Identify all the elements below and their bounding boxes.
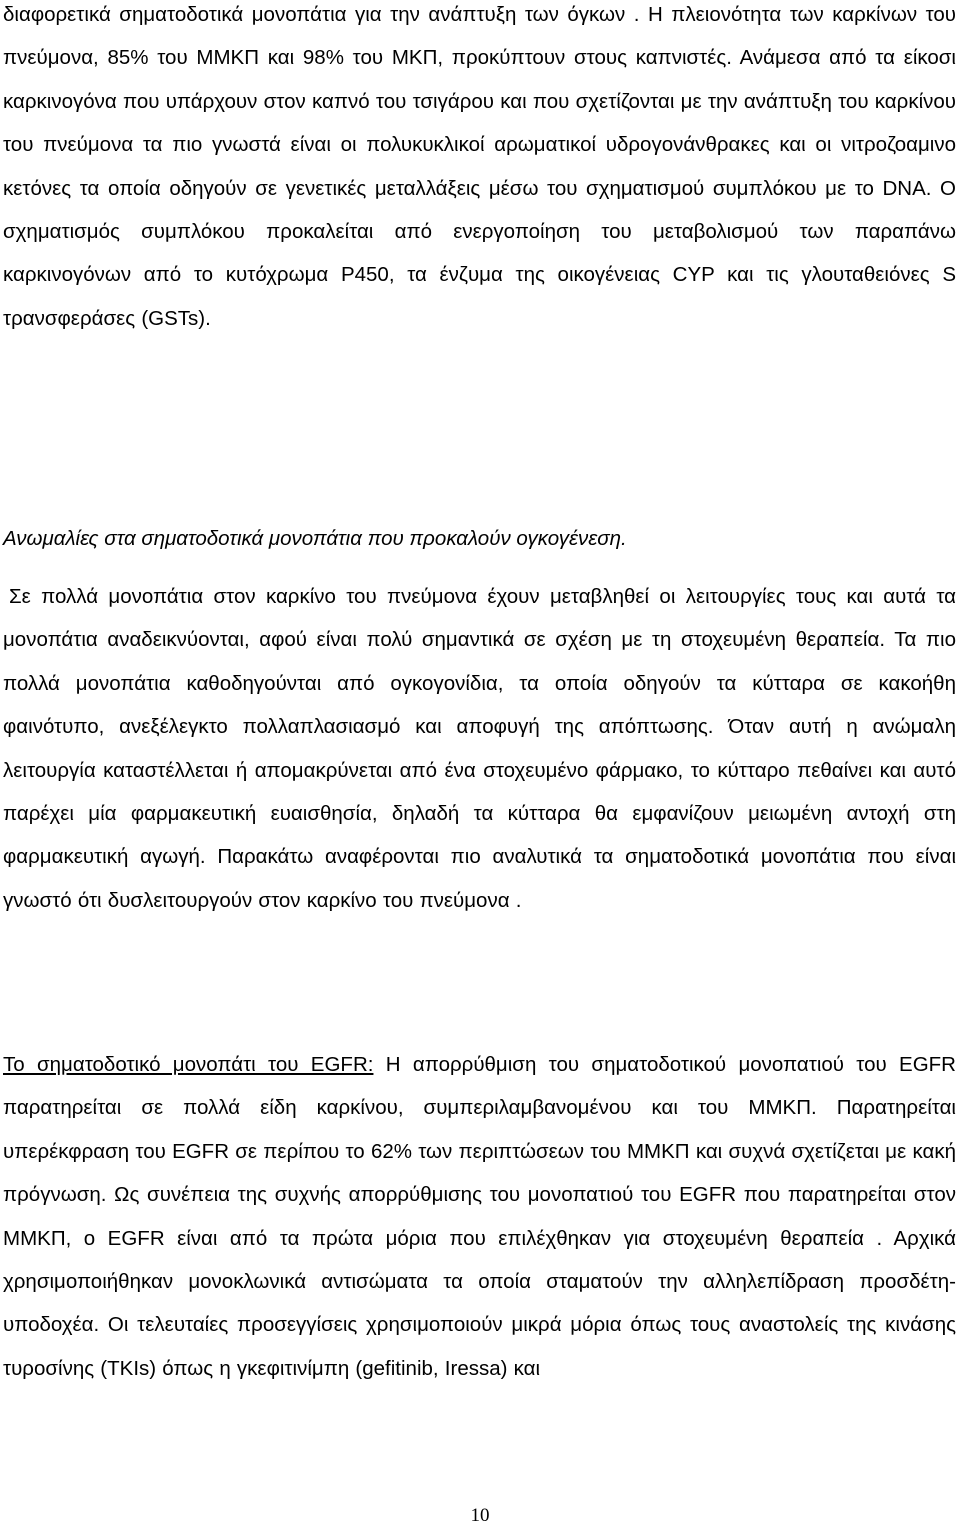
page-number: 10	[470, 1505, 490, 1526]
egfr-paragraph	[3, 1043, 956, 1390]
section-heading: Ανωμαλίες στα σηματοδοτικά μονοπάτια που προκαλούν ογκογένεση.	[3, 527, 627, 550]
egfr-paragraph-text: Η απορρύθμιση του σηματοδοτικού μονοπατιού του EGFR παρατηρείται σε πολλά είδη καρκίνου, συμπεριλαμβανομένου και του ΜΜΚΠ. Παρατηρείται υπερέκφραση του EGFR σε περίπου το 62% των περιπτώσεων του ΜΜΚΠ και συχνά σχετίζεται με κακή πρόγνωση. Ως συνέπεια της συχνής απορρύθμισης του μονοπατιού του EGFR που παρατηρείται στον ΜΜΚΠ, ο EGFR είναι από τα πρώτα μόρια που επιλέχθηκαν για στοχευμένη θεραπεία . Αρχικά χρησιμοποιήθηκαν μονοκλωνικά αντισώματα τα οποία σταματούν την αλληλεπίδραση προσδέτη-υποδοχέα. Οι τελευταίες προσεγγίσεις χρησιμοποιούν μικρά μόρια όπως τους αναστολείς της κινάσης τυροσίνης (TKIs) όπως η γκεφιτινίμπη (gefitinib, Iressa) και	[3, 1053, 956, 1380]
intro-paragraph: διαφορετικά σηματοδοτικά μονοπάτια για την ανάπτυξη των όγκων . Η πλειονότητα των καρκίνων του πνεύμονα, 85% του ΜΜΚΠ και 98% του ΜΚΠ, προκύπτουν στους καπνιστές. Ανάμεσα από τα είκοσι καρκινογόνα που υπάρχουν στον καπνό του τσιγάρου και που σχετίζονται με την ανάπτυξη του καρκίνου του πνεύμονα τα πιο γνωστά είναι οι πολυκυκλικοί αρωματικοί υδρογονάνθρακες και οι νιτροζοαμινο κετόνες τα οποία οδηγούν σε γενετικές μεταλλάξεις μέσω του σχηματισμού συμπλόκου με το DNA. Ο σχηματισμός συμπλόκου προκαλείται από ενεργοποίηση του μεταβολισμού των παραπάνω καρκινογόνων από το κυτόχρωμα P450, τα ένζυμα της οικογένειας CYP και τις γλουταθειόνες S τρανσφεράσες (GSTs).	[3, 3, 956, 330]
pathways-paragraph: Σε πολλά μονοπάτια στον καρκίνο του πνεύμονα έχουν μεταβληθεί οι λειτουργίες τους και αυτά τα μονοπάτια αναδεικνύονται, αφού είναι πολύ σημαντικά σε σχέση με τη στοχευμένη θεραπεία. Τα πιο πολλά μονοπάτια καθοδηγούνται από ογκογονίδια, τα οποία οδηγούν τα κύτταρα σε κακοήθη φαινότυπο, ανεξέλεγκτο πολλαπλασιασμό και αποφυγή της απόπτωσης. Όταν αυτή η ανώμαλη λειτουργία καταστέλλεται ή απομακρύνεται από ένα στοχευμένο φάρμακο, το κύτταρο πεθαίνει και αυτό παρέχει μία φαρμακευτική ευαισθησία, δηλαδή τα κύτταρα θα εμφανίζουν μειωμένη αντοχή στη φαρμακευτική αγωγή. Παρακάτω αναφέρονται πιο αναλυτικά τα σηματοδοτικά μονοπάτια που είναι γνωστό ότι δυσλειτουργούν στον καρκίνο του πνεύμονα .	[3, 585, 956, 912]
egfr-subheading: Το σηματοδοτικό μονοπάτι του EGFR:	[3, 1053, 374, 1076]
